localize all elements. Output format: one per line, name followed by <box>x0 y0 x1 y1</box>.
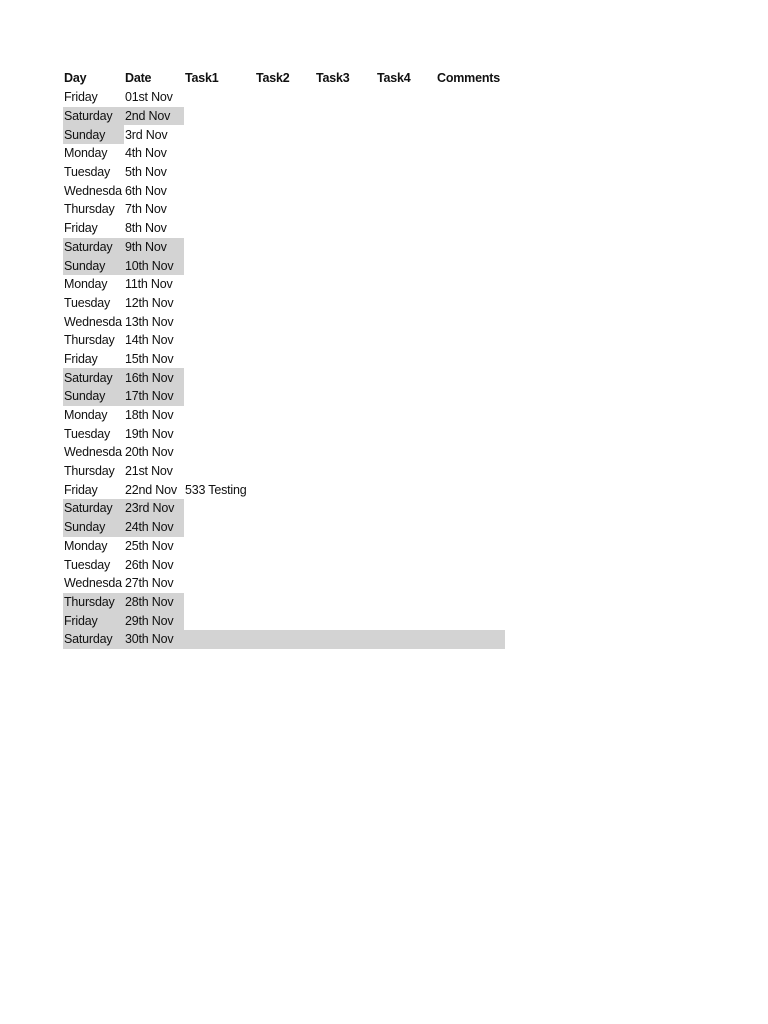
cell-task4[interactable] <box>376 424 436 443</box>
cell-task4[interactable] <box>376 144 436 163</box>
cell-task3[interactable] <box>315 630 376 649</box>
table-row <box>63 368 505 387</box>
cell-task3[interactable] <box>315 219 376 238</box>
table-row <box>63 275 505 294</box>
cell-comments[interactable] <box>436 312 505 331</box>
cell-comments[interactable] <box>436 387 505 406</box>
cell-day[interactable]: Saturday <box>63 499 124 518</box>
cell-task1[interactable] <box>184 574 255 593</box>
cell-date[interactable]: 17th Nov <box>124 387 184 406</box>
cell-task4[interactable] <box>376 462 436 481</box>
cell-task3[interactable] <box>315 574 376 593</box>
cell-task2[interactable] <box>255 387 315 406</box>
cell-day[interactable]: Saturday <box>63 630 124 649</box>
cell-comments[interactable] <box>436 275 505 294</box>
cell-task3[interactable] <box>315 125 376 144</box>
cell-task1[interactable] <box>184 88 255 107</box>
cell-task3[interactable] <box>315 593 376 612</box>
cell-task4[interactable] <box>376 88 436 107</box>
cell-date[interactable]: 5th Nov <box>125 165 167 180</box>
cell-comments[interactable] <box>436 611 505 630</box>
cell-task1[interactable] <box>184 144 255 163</box>
cell-date[interactable]: 23rd Nov <box>124 499 184 518</box>
cell-day[interactable]: Monday <box>64 146 108 161</box>
cell-date[interactable]: 29th Nov <box>124 611 184 630</box>
cell-task2[interactable] <box>255 219 315 238</box>
table-row <box>63 593 505 612</box>
cell-task1[interactable] <box>184 125 255 144</box>
cell-task1[interactable] <box>184 630 255 649</box>
cell-task1[interactable] <box>184 368 255 387</box>
cell-comments[interactable] <box>436 219 505 238</box>
cell-task4[interactable] <box>376 537 436 556</box>
cell-comments[interactable] <box>436 630 505 649</box>
cell-task2[interactable] <box>255 163 315 182</box>
cell-task3[interactable] <box>315 163 376 182</box>
cell-task2[interactable] <box>255 424 315 443</box>
cell-date[interactable]: 16th Nov <box>124 368 184 387</box>
cell-task3[interactable] <box>315 200 376 219</box>
cell-task1[interactable] <box>184 294 255 313</box>
cell-comments[interactable] <box>436 144 505 163</box>
table-row <box>63 294 505 313</box>
cell-day[interactable]: Friday <box>64 90 98 105</box>
schedule-table <box>63 68 505 649</box>
cell-task3[interactable] <box>315 462 376 481</box>
cell-date[interactable]: 4th Nov <box>125 146 167 161</box>
cell-task3[interactable] <box>315 406 376 425</box>
cell-task3[interactable] <box>315 424 376 443</box>
cell-day[interactable]: Thursday <box>64 202 115 217</box>
cell-task3[interactable] <box>315 368 376 387</box>
cell-task4[interactable] <box>376 331 436 350</box>
cell-task4[interactable] <box>376 574 436 593</box>
cell-date[interactable]: 01st Nov <box>125 90 173 105</box>
cell-task3[interactable] <box>315 499 376 518</box>
cell-task2[interactable] <box>255 294 315 313</box>
cell-task1[interactable] <box>184 181 255 200</box>
table-row <box>63 443 505 462</box>
cell-day[interactable]: Sunday <box>63 518 124 537</box>
cell-task4[interactable] <box>376 200 436 219</box>
cell-comments[interactable] <box>436 88 505 107</box>
cell-day[interactable]: Monday <box>64 538 108 553</box>
cell-task3[interactable] <box>315 312 376 331</box>
table-row <box>63 424 505 443</box>
header-task1[interactable]: Task1 <box>185 71 219 85</box>
cell-day[interactable]: Friday <box>64 221 98 236</box>
cell-task2[interactable] <box>255 350 315 369</box>
cell-date[interactable]: 12th Nov <box>125 295 174 310</box>
cell-date[interactable]: 7th Nov <box>125 202 167 217</box>
cell-task2[interactable] <box>255 406 315 425</box>
cell-task1[interactable] <box>184 593 255 612</box>
cell-day[interactable]: Friday <box>64 482 98 497</box>
cell-task3[interactable] <box>315 537 376 556</box>
cell-day[interactable]: Thursday <box>64 333 115 348</box>
table-row <box>63 107 505 126</box>
cell-comments[interactable] <box>436 350 505 369</box>
cell-task3[interactable] <box>315 88 376 107</box>
cell-task4[interactable] <box>376 256 436 275</box>
cell-task3[interactable] <box>315 238 376 257</box>
cell-task2[interactable] <box>255 200 315 219</box>
cell-date[interactable]: 30th Nov <box>124 630 184 649</box>
cell-date[interactable]: 20th Nov <box>125 445 174 460</box>
cell-day[interactable]: Tuesday <box>64 426 111 441</box>
cell-task2[interactable] <box>255 611 315 630</box>
cell-task2[interactable] <box>255 518 315 537</box>
cell-comments[interactable] <box>436 368 505 387</box>
cell-task1[interactable] <box>184 238 255 257</box>
cell-task1[interactable] <box>184 387 255 406</box>
cell-task4[interactable] <box>376 611 436 630</box>
cell-task4[interactable] <box>376 593 436 612</box>
header-date[interactable]: Date <box>125 71 152 85</box>
cell-date[interactable]: 27th Nov <box>125 576 174 591</box>
cell-comments[interactable] <box>436 107 505 126</box>
cell-date[interactable]: 15th Nov <box>125 351 174 366</box>
header-task2[interactable]: Task2 <box>256 71 290 85</box>
cell-day[interactable]: Friday <box>63 611 124 630</box>
cell-task3[interactable] <box>315 331 376 350</box>
cell-date[interactable]: 22nd Nov <box>125 482 177 497</box>
cell-task1[interactable] <box>184 555 255 574</box>
cell-comments[interactable] <box>436 424 505 443</box>
cell-comments[interactable] <box>436 256 505 275</box>
cell-task3[interactable] <box>315 518 376 537</box>
cell-day[interactable]: Thursday <box>63 593 124 612</box>
cell-task1[interactable] <box>184 350 255 369</box>
cell-task3[interactable] <box>315 144 376 163</box>
cell-day[interactable]: Sunday <box>63 125 124 144</box>
cell-date[interactable]: 9th Nov <box>124 238 184 257</box>
cell-comments[interactable] <box>436 443 505 462</box>
cell-task4[interactable] <box>376 294 436 313</box>
cell-day[interactable]: Sunday <box>63 387 124 406</box>
cell-date[interactable]: 8th Nov <box>125 221 167 236</box>
cell-task2[interactable] <box>255 555 315 574</box>
cell-day[interactable]: Thursday <box>64 464 115 479</box>
cell-task1[interactable] <box>184 499 255 518</box>
table-row <box>63 499 505 518</box>
table-row <box>63 163 505 182</box>
cell-date[interactable]: 28th Nov <box>124 593 184 612</box>
header-row <box>63 68 505 88</box>
cell-day[interactable]: Monday <box>64 408 108 423</box>
cell-task3[interactable] <box>315 480 376 499</box>
header-comments[interactable]: Comments <box>437 71 500 85</box>
cell-date[interactable]: 13th Nov <box>125 314 174 329</box>
table-row <box>63 555 505 574</box>
cell-task1[interactable] <box>184 200 255 219</box>
cell-task2[interactable] <box>255 630 315 649</box>
table-row <box>63 200 505 219</box>
cell-task1[interactable] <box>184 312 255 331</box>
cell-task2[interactable] <box>255 499 315 518</box>
cell-task2[interactable] <box>255 125 315 144</box>
cell-task3[interactable] <box>315 387 376 406</box>
cell-task4[interactable] <box>376 238 436 257</box>
cell-day[interactable]: Monday <box>64 277 108 292</box>
cell-task4[interactable] <box>376 107 436 126</box>
cell-day[interactable]: Tuesday <box>64 557 111 572</box>
cell-task4[interactable] <box>376 368 436 387</box>
cell-date[interactable]: 21st Nov <box>125 464 173 479</box>
table-row <box>63 125 505 144</box>
cell-task1[interactable] <box>184 443 255 462</box>
cell-task1[interactable] <box>184 219 255 238</box>
cell-day[interactable]: Tuesday <box>64 295 111 310</box>
cell-task2[interactable] <box>255 181 315 200</box>
cell-task1[interactable] <box>184 406 255 425</box>
cell-date[interactable]: 6th Nov <box>125 183 167 198</box>
cell-task4[interactable] <box>376 499 436 518</box>
cell-day[interactable]: Wednesda <box>64 314 122 329</box>
cell-day[interactable]: Saturday <box>63 238 124 257</box>
cell-task1[interactable] <box>184 518 255 537</box>
cell-comments[interactable] <box>436 462 505 481</box>
cell-task2[interactable] <box>255 88 315 107</box>
cell-task2[interactable] <box>255 256 315 275</box>
cell-comments[interactable] <box>436 238 505 257</box>
table-row <box>63 574 505 593</box>
cell-date[interactable]: 3rd Nov <box>125 127 168 142</box>
cell-comments[interactable] <box>436 331 505 350</box>
cell-task1[interactable] <box>184 163 255 182</box>
cell-task4[interactable] <box>376 125 436 144</box>
schedule-body <box>63 88 505 649</box>
cell-task4[interactable] <box>376 406 436 425</box>
cell-date[interactable]: 2nd Nov <box>124 107 184 126</box>
cell-day[interactable]: Saturday <box>63 107 124 126</box>
cell-day[interactable]: Saturday <box>63 368 124 387</box>
cell-task4[interactable] <box>376 275 436 294</box>
cell-task1[interactable] <box>184 611 255 630</box>
cell-task1[interactable] <box>184 256 255 275</box>
cell-task2[interactable] <box>255 331 315 350</box>
cell-task1[interactable] <box>184 424 255 443</box>
cell-task2[interactable] <box>255 443 315 462</box>
cell-comments[interactable] <box>436 181 505 200</box>
cell-task3[interactable] <box>315 555 376 574</box>
table-row <box>63 144 505 163</box>
cell-task1[interactable] <box>184 331 255 350</box>
cell-day[interactable]: Wednesda <box>64 445 122 460</box>
table-row <box>63 462 505 481</box>
cell-task3[interactable] <box>315 107 376 126</box>
cell-date[interactable]: 24th Nov <box>124 518 184 537</box>
cell-task2[interactable] <box>255 537 315 556</box>
table-row <box>63 518 505 537</box>
cell-task3[interactable] <box>315 256 376 275</box>
header-task4[interactable]: Task4 <box>377 71 411 85</box>
cell-task4[interactable] <box>376 350 436 369</box>
cell-comments[interactable] <box>436 593 505 612</box>
table-row <box>63 350 505 369</box>
cell-task3[interactable] <box>315 294 376 313</box>
table-row <box>63 387 505 406</box>
table-row <box>63 181 505 200</box>
table-row <box>63 331 505 350</box>
cell-task2[interactable] <box>255 480 315 499</box>
cell-day[interactable]: Wednesda <box>64 183 122 198</box>
table-row <box>63 238 505 257</box>
cell-task2[interactable] <box>255 312 315 331</box>
cell-task4[interactable] <box>376 387 436 406</box>
cell-comments[interactable] <box>436 499 505 518</box>
table-row <box>63 537 505 556</box>
cell-comments[interactable] <box>436 200 505 219</box>
table-row <box>63 611 505 630</box>
table-row <box>63 256 505 275</box>
cell-task1[interactable]: 533 Testing <box>185 482 247 497</box>
cell-comments[interactable] <box>436 125 505 144</box>
header-task3[interactable]: Task3 <box>316 71 350 85</box>
cell-task2[interactable] <box>255 462 315 481</box>
cell-day[interactable]: Tuesday <box>64 165 111 180</box>
cell-day[interactable]: Sunday <box>63 256 124 275</box>
cell-task4[interactable] <box>376 163 436 182</box>
cell-task2[interactable] <box>255 574 315 593</box>
cell-task3[interactable] <box>315 275 376 294</box>
cell-date[interactable]: 26th Nov <box>125 557 174 572</box>
cell-task4[interactable] <box>376 518 436 537</box>
cell-task4[interactable] <box>376 181 436 200</box>
cell-task2[interactable] <box>255 107 315 126</box>
cell-comments[interactable] <box>436 555 505 574</box>
table-row <box>63 312 505 331</box>
table-row <box>63 406 505 425</box>
cell-comments[interactable] <box>436 294 505 313</box>
cell-task4[interactable] <box>376 219 436 238</box>
cell-task3[interactable] <box>315 350 376 369</box>
table-row <box>63 480 505 499</box>
cell-date[interactable]: 19th Nov <box>125 426 174 441</box>
cell-task1[interactable] <box>184 275 255 294</box>
cell-task2[interactable] <box>255 238 315 257</box>
cell-task3[interactable] <box>315 611 376 630</box>
cell-task4[interactable] <box>376 312 436 331</box>
cell-task1[interactable] <box>184 537 255 556</box>
cell-comments[interactable] <box>436 163 505 182</box>
cell-task4[interactable] <box>376 555 436 574</box>
cell-task1[interactable] <box>184 107 255 126</box>
cell-task2[interactable] <box>255 275 315 294</box>
cell-task4[interactable] <box>376 480 436 499</box>
cell-task1[interactable] <box>184 462 255 481</box>
cell-comments[interactable] <box>436 537 505 556</box>
cell-task4[interactable] <box>376 630 436 649</box>
table-row <box>63 630 505 649</box>
cell-date[interactable]: 18th Nov <box>125 408 174 423</box>
table-row <box>63 219 505 238</box>
cell-task3[interactable] <box>315 181 376 200</box>
cell-comments[interactable] <box>436 518 505 537</box>
cell-comments[interactable] <box>436 480 505 499</box>
cell-task4[interactable] <box>376 443 436 462</box>
cell-date[interactable]: 25th Nov <box>125 538 174 553</box>
cell-day[interactable]: Friday <box>64 351 98 366</box>
table-row <box>63 88 505 107</box>
cell-comments[interactable] <box>436 574 505 593</box>
cell-day[interactable]: Wednesda <box>64 576 122 591</box>
cell-date[interactable]: 10th Nov <box>124 256 184 275</box>
cell-task2[interactable] <box>255 368 315 387</box>
cell-task3[interactable] <box>315 443 376 462</box>
cell-task2[interactable] <box>255 593 315 612</box>
cell-date[interactable]: 14th Nov <box>125 333 174 348</box>
cell-comments[interactable] <box>436 406 505 425</box>
cell-task2[interactable] <box>255 144 315 163</box>
header-day[interactable]: Day <box>64 71 87 85</box>
cell-date[interactable]: 11th Nov <box>125 277 173 292</box>
